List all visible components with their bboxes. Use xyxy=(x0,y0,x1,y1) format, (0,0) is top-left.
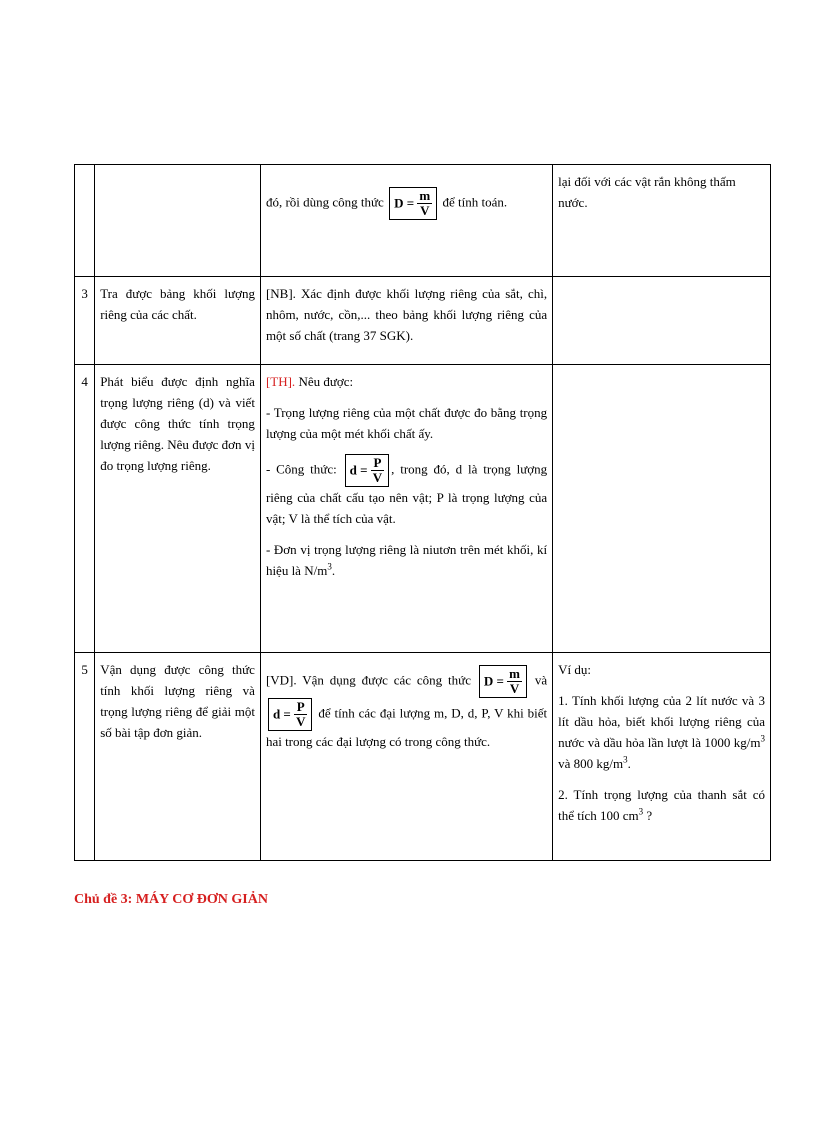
formula-density: D = $\frac{m}{V}$ xyxy=(479,665,527,698)
level-tag: [TH]. xyxy=(265,374,296,389)
cell-objective: Tra được bảng khối lượng riêng của các chất. xyxy=(95,277,261,365)
cell-description: [VD]. Vận dụng được các công thức D = $\frac{m}{V}$ và d = $\frac{P}{V}$ để tính các đại lượng m, D, d, P, V khi biết hai trong các đại lượng có trong công thức. xyxy=(260,653,552,861)
cell-note xyxy=(553,365,771,653)
cell-num: 4 xyxy=(75,365,95,653)
table-row xyxy=(75,365,771,653)
cell-note: lại đối với các vật rắn không thấm nước. xyxy=(553,165,771,277)
cell-num: 5 xyxy=(75,653,95,861)
formula-density: D = $\frac{m}{V}$ xyxy=(389,187,437,220)
section-heading: Chủ đề 3: MÁY CƠ ĐƠN GIẢN xyxy=(74,892,268,907)
formula-specific-weight: d = $\frac{P}{V}$ xyxy=(345,454,390,487)
cell-objective: Vận dụng được công thức tính khối lượng riêng và trọng lượng riêng để giải một số bài tập đơn giản. xyxy=(95,653,261,861)
cell-description: [NB]. Xác định được khối lượng riêng của sắt, chì, nhôm, nước, cồn,... theo bảng khối lượng riêng của một số chất (trang 37 SGK). xyxy=(260,277,552,365)
cell-note: Ví dụ: 1. Tính khối lượng của 2 lít nước và 3 lít dầu hỏa, biết khối lượng riêng của nước và dầu hỏa lần lượt là 1000 $kg/m^3$ và 800 $kg/m^3$. 2. Tính trọng lượng của thanh sắt có thể tích 100 $cm^3$ ? xyxy=(553,653,771,861)
content-table xyxy=(74,164,771,861)
formula-specific-weight: d = $\frac{P}{V}$ xyxy=(268,698,313,731)
table-row xyxy=(75,653,771,861)
cell-num: 3 xyxy=(75,277,95,365)
cell-note xyxy=(553,277,771,365)
table-row xyxy=(75,277,771,365)
cell-num xyxy=(75,165,95,277)
cell-description: [TH]. Nêu được: - Trọng lượng riêng của một chất được đo bằng trọng lượng của một mét khối chất ấy. - Công thức: d = $\frac{P}{V}$ , trong đó, d là trọng lượng riêng của chất cấu tạo nên vật; P là trọng lượng của vật; V là thể tích của vật. - Đơn vị trọng lượng riêng là niutơn trên mét khối, kí hiệu là $N/m^3$. xyxy=(260,365,552,653)
cell-description: đó, rồi dùng công thức D = $\frac{m}{V}$ để tính toán. xyxy=(260,165,552,277)
cell-objective xyxy=(95,165,261,277)
table-row xyxy=(75,165,771,277)
cell-objective: Phát biểu được định nghĩa trọng lượng riêng (d) và viết được công thức tính trọng lượng riêng. Nêu được đơn vị đo trọng lượng riêng. xyxy=(95,365,261,653)
